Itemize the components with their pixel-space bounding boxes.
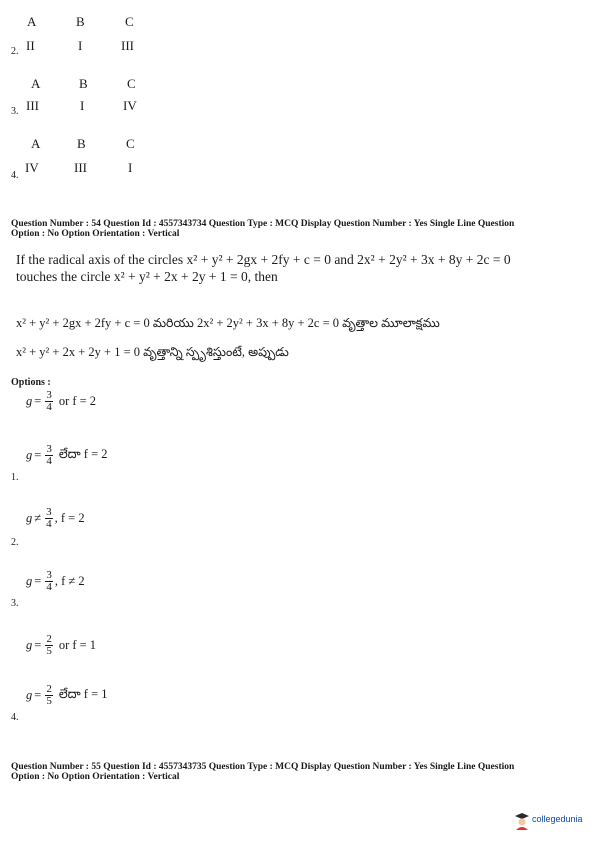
value-b: I bbox=[78, 38, 83, 53]
telugu-text-line1: x² + y² + 2gx + 2fy + c = 0 మరియు 2x² + 2y² + 3x + 8y + 2c = 0 వృత్తాల మూలాక్షము bbox=[16, 316, 440, 330]
logo-text: collegedunia bbox=[532, 814, 583, 824]
header-a: A bbox=[31, 136, 41, 151]
header-a: A bbox=[31, 76, 41, 91]
option-number: 4. bbox=[11, 170, 19, 181]
fraction: $\frac{3}{4}$ bbox=[46, 569, 52, 593]
option-2-expression: g ≠ $\frac{3}{4}$ , f = 2 bbox=[26, 506, 85, 530]
header-c: C bbox=[127, 76, 136, 91]
fraction: $\frac{3}{4}$ bbox=[46, 389, 52, 413]
question-55-meta-line2: Option : No Option Orientation : Vertical bbox=[11, 772, 180, 782]
value-c: I bbox=[128, 160, 133, 175]
option-1[interactable] bbox=[11, 390, 151, 482]
graduate-avatar-icon bbox=[514, 812, 530, 830]
option-number: 3. bbox=[11, 106, 19, 117]
value-a: II bbox=[26, 38, 35, 53]
option-1-telugu: g = $\frac{3}{4}$ లేదా f = 2 bbox=[26, 443, 108, 467]
value-a: III bbox=[26, 98, 39, 113]
fraction: $\frac{2}{5}$ bbox=[46, 683, 52, 707]
header-b: B bbox=[76, 14, 85, 29]
value-b: III bbox=[74, 160, 87, 175]
logo-tagline-bar bbox=[532, 824, 583, 828]
header-b: B bbox=[79, 76, 88, 91]
value-b: I bbox=[80, 98, 85, 113]
fraction: $\frac{3}{4}$ bbox=[46, 443, 52, 467]
header-a: A bbox=[27, 14, 37, 29]
value-c: IV bbox=[123, 98, 137, 113]
option-3[interactable] bbox=[11, 568, 151, 610]
option-number: 1. bbox=[11, 472, 19, 483]
header-c: C bbox=[125, 14, 134, 29]
option-number: 2. bbox=[11, 537, 19, 548]
value-a: IV bbox=[25, 160, 39, 175]
option-number: 4. bbox=[11, 712, 19, 723]
fraction: $\frac{2}{5}$ bbox=[46, 633, 52, 657]
option-4[interactable] bbox=[11, 634, 151, 726]
question-55-meta-line1: Question Number : 55 Question Id : 4557343735 Question Type : MCQ Display Question Number : Yes Single Line Question bbox=[11, 762, 515, 772]
question-54-meta-line2: Option : No Option Orientation : Vertical bbox=[11, 229, 180, 239]
option-4-english: g = $\frac{2}{5}$ or f = 1 bbox=[26, 633, 97, 657]
option-2[interactable] bbox=[11, 505, 151, 547]
question-text-line1: If the radical axis of the circles x² + y² + 2gx + 2fy + c = 0 and 2x² + 2y² + 3x + 8y + 2c = 0 bbox=[16, 252, 511, 267]
option-number: 2. bbox=[11, 46, 19, 57]
fraction: $\frac{3}{4}$ bbox=[46, 506, 52, 530]
option-4-telugu: g = $\frac{2}{5}$ లేదా f = 1 bbox=[26, 683, 108, 707]
header-b: B bbox=[77, 136, 86, 151]
option-1-english: g = $\frac{3}{4}$ or f = 2 bbox=[26, 389, 97, 413]
option-3-expression: g = $\frac{3}{4}$ , f ≠ 2 bbox=[26, 569, 85, 593]
collegedunia-logo bbox=[514, 812, 583, 830]
option-number: 3. bbox=[11, 598, 19, 609]
telugu-text-line2: x² + y² + 2x + 2y + 1 = 0 వృత్తాన్ని స్పృశిస్తుంటే, అప్పుడు bbox=[16, 345, 289, 359]
question-text-line2: touches the circle x² + y² + 2x + 2y + 1 = 0, then bbox=[16, 269, 278, 284]
value-c: III bbox=[121, 38, 134, 53]
header-c: C bbox=[126, 136, 135, 151]
options-label: Options : bbox=[11, 377, 51, 388]
question-54-meta-line1: Question Number : 54 Question Id : 4557343734 Question Type : MCQ Display Question Number : Yes Single Line Question bbox=[11, 219, 515, 229]
